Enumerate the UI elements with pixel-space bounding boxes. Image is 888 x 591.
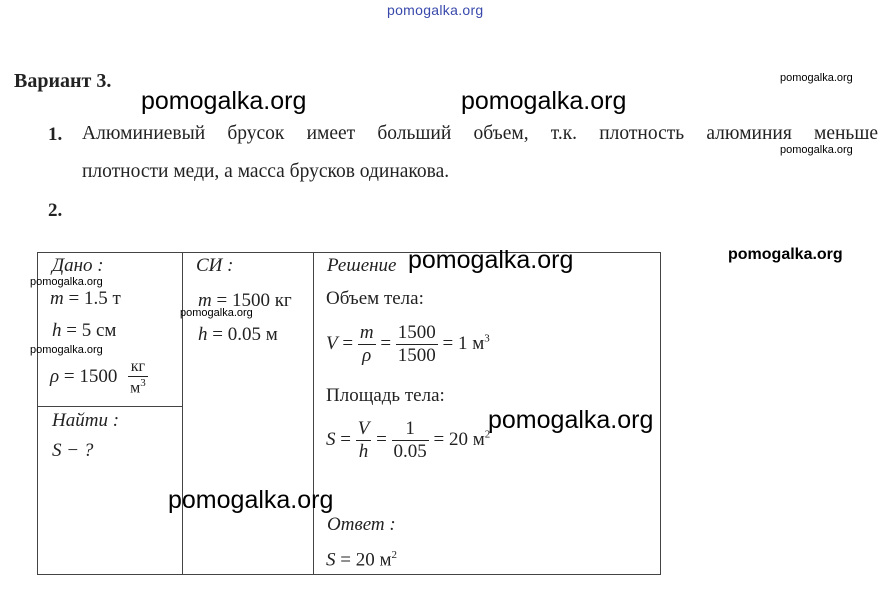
answer-value: S = 20 $м^2$ — [326, 549, 397, 571]
watermark: pomogalka.org — [780, 144, 853, 156]
area-formula: S = $\frac{V}{h}$ = $\frac{1}{0.05}$ = 20 $м^2$ — [326, 418, 491, 462]
watermark: pomogalka.org — [728, 246, 843, 263]
answer-title: Ответ : — [327, 514, 396, 535]
find-title: Найти : — [52, 410, 120, 431]
watermark: pomogalka.org — [408, 246, 574, 274]
given-height: h = 5 см — [52, 320, 117, 341]
watermark: pomogalka.org — [30, 276, 103, 288]
watermark: pomogalka.org — [30, 344, 103, 356]
area-label: Площадь тела: — [326, 385, 445, 406]
si-title: СИ : — [196, 255, 234, 276]
given-mass: m = 1.5 т — [50, 288, 121, 309]
si-mass: m = 1500 кг — [198, 290, 292, 311]
find-expression: S − ? — [52, 440, 94, 461]
table-divider — [313, 252, 314, 575]
item-number: 2. — [48, 200, 63, 221]
item-number: 1. — [48, 124, 63, 145]
item-text-line: Алюминиевый брусок имеет больший объем, т.к. плотность алюминия меньше — [82, 123, 878, 144]
solution-title: Решение — [327, 255, 397, 276]
table-divider — [182, 252, 183, 575]
volume-label: Объем тела: — [326, 288, 424, 309]
item-text-line: плотности меди, а масса брусков одинакова. — [82, 161, 450, 182]
watermark: pomogalka.org — [780, 72, 853, 84]
table-divider — [37, 406, 183, 407]
watermark: pomogalka.org — [180, 307, 253, 319]
top-watermark: pomogalka.org — [387, 2, 484, 18]
watermark: pomogalka.org — [168, 486, 334, 514]
volume-formula: V = $\frac{m}{\rho}$ = $\frac{1500}{1500}$ = 1 $м^3$ — [326, 322, 490, 366]
si-height: h = 0.05 м — [198, 324, 278, 345]
watermark: pomogalka.org — [488, 406, 654, 434]
given-density: ρ = 1500 $\frac{кг}{м^3}$ — [50, 358, 146, 397]
variant-heading: Вариант 3. — [14, 70, 112, 92]
watermark: pomogalka.org — [141, 87, 307, 115]
watermark: pomogalka.org — [461, 87, 627, 115]
given-title: Дано : — [52, 255, 104, 276]
